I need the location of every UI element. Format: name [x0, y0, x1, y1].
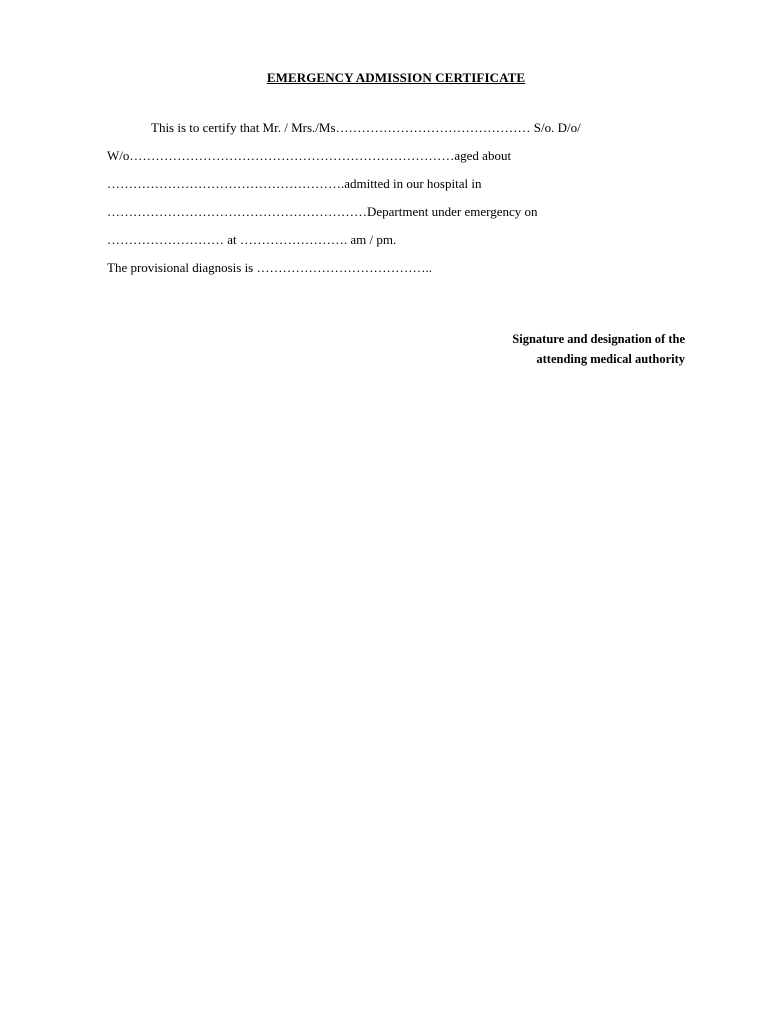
relation-age-line: W/o…………………………………………………………………aged about	[107, 148, 512, 163]
hospital-line: ……………………………………………….admitted in our hospital in	[107, 176, 482, 191]
certify-name-line: This is to certify that Mr. / Mrs./Ms……………………………………… S/o. D/o/	[151, 120, 581, 135]
department-line: ……………………………………………………Department under emergency on	[107, 204, 538, 219]
certificate-title: EMERGENCY ADMISSION CERTIFICATE	[266, 70, 526, 85]
time-line: ……………………… at ……………………. am / pm.	[107, 232, 397, 247]
diagnosis-line: The provisional diagnosis is …………………………………..	[107, 260, 432, 275]
signature-label-line1: Signature and designation of the	[512, 332, 685, 346]
signature-label-line2: attending medical authority	[536, 352, 685, 366]
